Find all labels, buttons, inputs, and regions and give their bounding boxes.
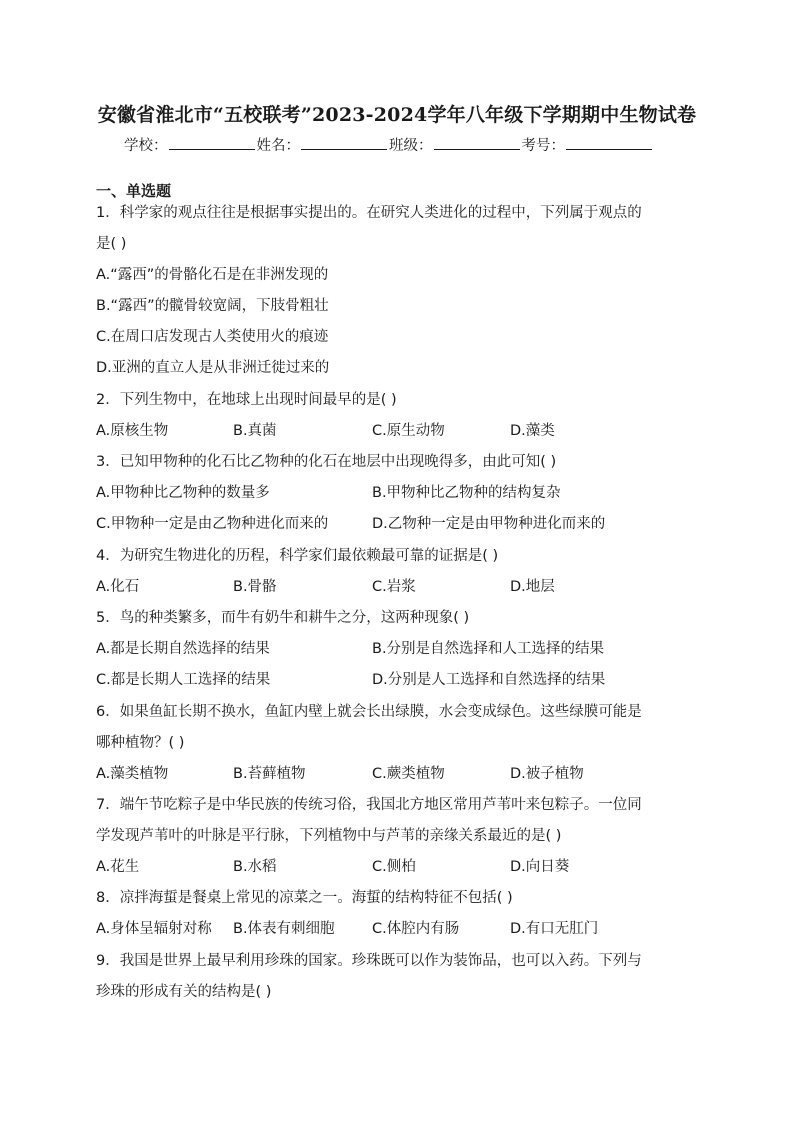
- question-6-option-a[interactable]: A.藻类植物: [96, 766, 169, 782]
- number-blank[interactable]: [566, 134, 652, 150]
- question-3-option-d[interactable]: D.乙物种一定是由甲物种进化而来的: [372, 516, 606, 532]
- question-9-line-1: 9．我国是世界上最早利用珍珠的国家。珍珠既可以作为装饰品，也可以入药。下列与: [96, 953, 642, 969]
- question-4-option-b[interactable]: B.骨骼: [233, 579, 277, 595]
- question-8-line-1: 8．凉拌海蜇是餐桌上常见的凉菜之一。海蜇的结构特征不包括( ): [96, 890, 513, 906]
- question-2-option-a[interactable]: A.原核生物: [96, 423, 169, 439]
- question-7-option-d[interactable]: D.向日葵: [510, 859, 570, 875]
- question-2-line-1: 2．下列生物中，在地球上出现时间最早的是( ): [96, 392, 397, 408]
- question-4-option-c[interactable]: C.岩浆: [372, 579, 416, 595]
- question-3-option-a[interactable]: A.甲物种比乙物种的数量多: [96, 485, 270, 501]
- question-6-line-1: 6．如果鱼缸长期不换水，鱼缸内壁上就会长出绿膜，水会变成绿色。这些绿膜可能是: [96, 704, 642, 720]
- question-2-option-d[interactable]: D.藻类: [510, 423, 555, 439]
- section-heading: 一、单选题: [96, 182, 172, 200]
- question-1-option-b[interactable]: B.“露西”的髋骨较宽阔，下肢骨粗壮: [96, 298, 329, 314]
- class-label: 班级：: [389, 138, 433, 154]
- question-4-option-a[interactable]: A.化石: [96, 579, 140, 595]
- question-7-option-a[interactable]: A.花生: [96, 859, 140, 875]
- question-5-option-d[interactable]: D.分别是人工选择和自然选择的结果: [372, 672, 606, 688]
- question-7-line-1: 7．端午节吃粽子是中华民族的传统习俗，我国北方地区常用芦苇叶来包粽子。一位同: [96, 797, 642, 813]
- question-1-option-d[interactable]: D.亚洲的直立人是从非洲迁徙过来的: [96, 360, 330, 376]
- question-3-line-1: 3．已知甲物种的化石比乙物种的化石在地层中出现晚得多，由此可知( ): [96, 454, 557, 470]
- class-blank[interactable]: [434, 134, 520, 150]
- question-3-option-b[interactable]: B.甲物种比乙物种的结构复杂: [372, 485, 561, 501]
- question-1-option-a[interactable]: A.“露西”的骨骼化石是在非洲发现的: [96, 267, 329, 283]
- question-5-option-b[interactable]: B.分别是自然选择和人工选择的结果: [372, 641, 605, 657]
- question-6-option-b[interactable]: B.苔藓植物: [233, 766, 306, 782]
- question-6-option-d[interactable]: D.被子植物: [510, 766, 584, 782]
- exam-title: 安徽省淮北市“五校联考”2023-2024学年八年级下学期期中生物试卷: [97, 104, 697, 126]
- question-9-line-2: 珍珠的形成有关的结构是( ): [96, 984, 272, 1000]
- name-label: 姓名：: [256, 138, 300, 154]
- question-1-line-2: 是( ): [96, 236, 127, 252]
- question-1-line-1: 1．科学家的观点往往是根据事实提出的。在研究人类进化的过程中，下列属于观点的: [96, 205, 642, 221]
- question-2-option-b[interactable]: B.真菌: [233, 423, 277, 439]
- question-6-line-2: 哪种植物？( ): [96, 735, 185, 751]
- question-5-option-a[interactable]: A.都是长期自然选择的结果: [96, 641, 270, 657]
- question-7-line-2: 学发现芦苇叶的叶脉是平行脉，下列植物中与芦苇的亲缘关系最近的是( ): [96, 828, 562, 844]
- question-2-option-c[interactable]: C.原生动物: [372, 423, 445, 439]
- question-7-option-b[interactable]: B.水稻: [233, 859, 277, 875]
- question-5-option-c[interactable]: C.都是长期人工选择的结果: [96, 672, 271, 688]
- school-blank[interactable]: [169, 134, 255, 150]
- school-label: 学校：: [124, 138, 168, 154]
- question-4-option-d[interactable]: D.地层: [510, 579, 555, 595]
- question-5-line-1: 5．鸟的种类繁多，而牛有奶牛和耕牛之分，这两种现象( ): [96, 610, 470, 626]
- question-8-option-c[interactable]: C.体腔内有肠: [372, 921, 460, 937]
- question-8-option-a[interactable]: A.身体呈辐射对称: [96, 921, 212, 937]
- question-4-line-1: 4．为研究生物进化的历程，科学家们最依赖最可靠的证据是( ): [96, 548, 499, 564]
- question-1-option-c[interactable]: C.在周口店发现古人类使用火的痕迹: [96, 329, 329, 345]
- question-8-option-d[interactable]: D.有口无肛门: [510, 921, 599, 937]
- question-3-option-c[interactable]: C.甲物种一定是由乙物种进化而来的: [96, 516, 329, 532]
- question-7-option-c[interactable]: C.侧柏: [372, 859, 416, 875]
- question-6-option-c[interactable]: C.蕨类植物: [372, 766, 445, 782]
- student-info-row: [124, 134, 654, 157]
- name-blank[interactable]: [301, 134, 387, 150]
- number-label: 考号：: [521, 138, 565, 154]
- question-8-option-b[interactable]: B.体表有刺细胞: [233, 921, 335, 937]
